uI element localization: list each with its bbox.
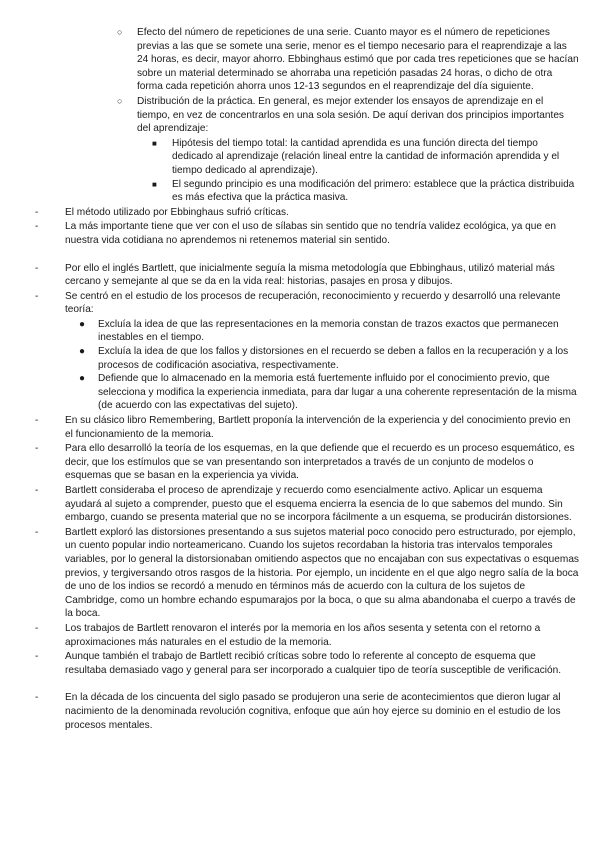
list-item-text: En la década de los cincuenta del siglo pasado se produjeron una serie de acontecimientos que dieron lugar al nacimiento de la denominada revolución cognitiva, enfoque que aún hoy ejerce su dominio en el estudio de los procesos mentales. (65, 692, 561, 731)
list-item-text: Para ello desarrolló la teoría de los esquemas, en la que defiende que el recuerdo es un proceso esquemático, es decir, que los estímulos que se van presentando son interpretados a través de un conjunto de modelos o esquemas que se basan en la experiencia ya vivida. (65, 443, 575, 482)
sub-list (152, 137, 579, 205)
list-item-text: Aunque también el trabajo de Bartlett recibió críticas sobre todo lo referente al concepto de esquema que resultaba demasiado vago y general para ser incorporado a cualquier tipo de teoría susceptible de verificación. (65, 651, 562, 676)
list-item (35, 220, 579, 247)
list-item (35, 484, 579, 525)
dash-bullet-icon: - (35, 206, 39, 218)
list-item-text: Se centró en el estudio de los procesos de recuperación, reconocimiento y recuerdo y desarrolló una relevante teoría: (65, 290, 561, 316)
dash-bullet-icon: - (35, 221, 39, 233)
nested-list (117, 26, 579, 205)
dash-bullet-icon: - (35, 651, 39, 663)
list-item-text: Efecto del número de repeticiones de una serie. Cuanto mayor es el número de repeticiones previas a las que se somete una serie, menor es el tiempo necesario para el reaprendizaje a las 24 horas, es decir, mayor ahorro. Ebbinghaus estimó que por cada tres repeticiones que se hacían sobre un material determinado se ahorraba una repetición pasadas 24 horas, o dicho de otra forma cada repetición ahorra unos 12-13 segundos en el reaprendizaje del día siguiente. (137, 27, 579, 93)
list-item-text: Excluía la idea de que los fallos y distorsiones en el recuerdo se deben a fallos en la recuperación y a los procesos de codificación asociativa, respectivamente. (98, 346, 569, 371)
list-item (35, 691, 579, 732)
list-item (35, 442, 579, 483)
list-item-text: Los trabajos de Bartlett renovaron el interés por la memoria en los años sesenta y setenta con el retorno a aproximaciones más naturales en el estudio de la memoria. (65, 622, 541, 648)
list-item-text: El segundo principio es una modificación del primero: establece que la práctica distribuida es más efectiva que la práctica masiva. (172, 178, 575, 204)
list-item (117, 26, 579, 94)
list-item (152, 178, 579, 205)
dash-bullet-icon: - (35, 262, 39, 274)
main-list (35, 206, 579, 732)
dot-bullet-icon: ● (79, 346, 86, 358)
list-item (35, 290, 579, 413)
dash-bullet-icon: - (35, 526, 39, 538)
list-item-text: Defiende que lo almacenado en la memoria está fuertemente influido por el conocimiento previo, que selecciona y modifica la experiencia inmediata, para dar lugar a una coherente representación de la misma (de acuerdo con las expectativas del sujeto). (98, 373, 577, 412)
list-item-text: Excluía la idea de que las representaciones en la memoria constan de trazos exactos que permanecen inestables en el tiempo. (98, 318, 559, 344)
list-item (152, 137, 579, 178)
dash-bullet-icon: - (35, 622, 39, 634)
list-item (35, 622, 579, 649)
list-item (79, 345, 579, 372)
dot-bullet-icon: ● (79, 318, 86, 330)
list-item (35, 650, 579, 677)
list-item (79, 318, 579, 345)
list-item-text: Bartlett consideraba el proceso de aprendizaje y recuerdo como esencialmente activo. Aplicar un esquema ayudará al sujeto a comprender, puesto que el esquema encierra la esencia de lo que sabemos del mundo. Sin embargo, cuando se presenta material que no se incorpora fácilmente a un esquema, se producirán distorsiones. (65, 485, 572, 524)
circle-bullet-icon: ○ (117, 27, 123, 37)
list-item (79, 372, 579, 413)
sub-list (79, 318, 579, 413)
dash-bullet-icon: - (35, 290, 39, 302)
list-item (35, 206, 579, 220)
dot-bullet-icon: ● (79, 373, 86, 385)
square-bullet-icon: ■ (152, 138, 157, 148)
list-item-text: Distribución de la práctica. En general, es mejor extender los ensayos de aprendizaje en el tiempo, en vez de concentrarlos en una sola sesión. De aquí derivan dos principios importantes del aprendizaje: (137, 95, 564, 135)
list-item (35, 414, 579, 441)
dash-bullet-icon: - (35, 415, 39, 427)
list-item-text: Bartlett exploró las distorsiones presentando a sus sujetos material poco conocido pero estructurado, por ejemplo, un cuento popular indio norteamericano. Cuando los sujetos recordaban la historia tras intervalos temporales variables, por lo general la distorsionaban omitiendo aspectos que no encajaban con sus expectativas o esquemas previos, y tergiversando otros rasgos de la historia. Por ejemplo, un incidente en el que algo negro salía de la boca de uno de los indios se recordó a menudo en términos más de acuerdo con la cultura de los sujetos de Cambridge, como un hombre echando espumarajos por la boca, o que su alma abandonaba el cuerpo a través de la boca. (65, 526, 579, 620)
list-item-text: Por ello el inglés Bartlett, que inicialmente seguía la misma metodología que Ebbinghaus, utilizó material más cercano y semejante al que se da en la vida real: historias, pasajes en prosa y dibujos. (65, 262, 555, 288)
list-item-text: En su clásico libro Remembering, Bartlett proponía la intervención de la experiencia y del conocimiento previo en el funcionamiento de la memoria. (65, 415, 571, 440)
list-item (35, 262, 579, 289)
list-item-text: Hipótesis del tiempo total: la cantidad aprendida es una función directa del tiempo dedicado al aprendizaje (relación lineal entre la cantidad de información aprendida y el tiempo dedicado al aprendizaje). (172, 137, 560, 176)
dash-bullet-icon: - (35, 443, 39, 455)
circle-bullet-icon: ○ (117, 95, 123, 106)
list-item-text: La más importante tiene que ver con el uso de sílabas sin sentido que no tendría validez ecológica, ya que en nuestra vida cotidiana no aprendemos ni retenemos material sin sentido. (65, 221, 556, 246)
list-item (117, 95, 579, 205)
dash-bullet-icon: - (35, 692, 39, 704)
list-item-text: El método utilizado por Ebbinghaus sufrió críticas. (65, 206, 289, 218)
square-bullet-icon: ■ (152, 179, 157, 189)
list-item (35, 526, 579, 621)
dash-bullet-icon: - (35, 485, 39, 496)
